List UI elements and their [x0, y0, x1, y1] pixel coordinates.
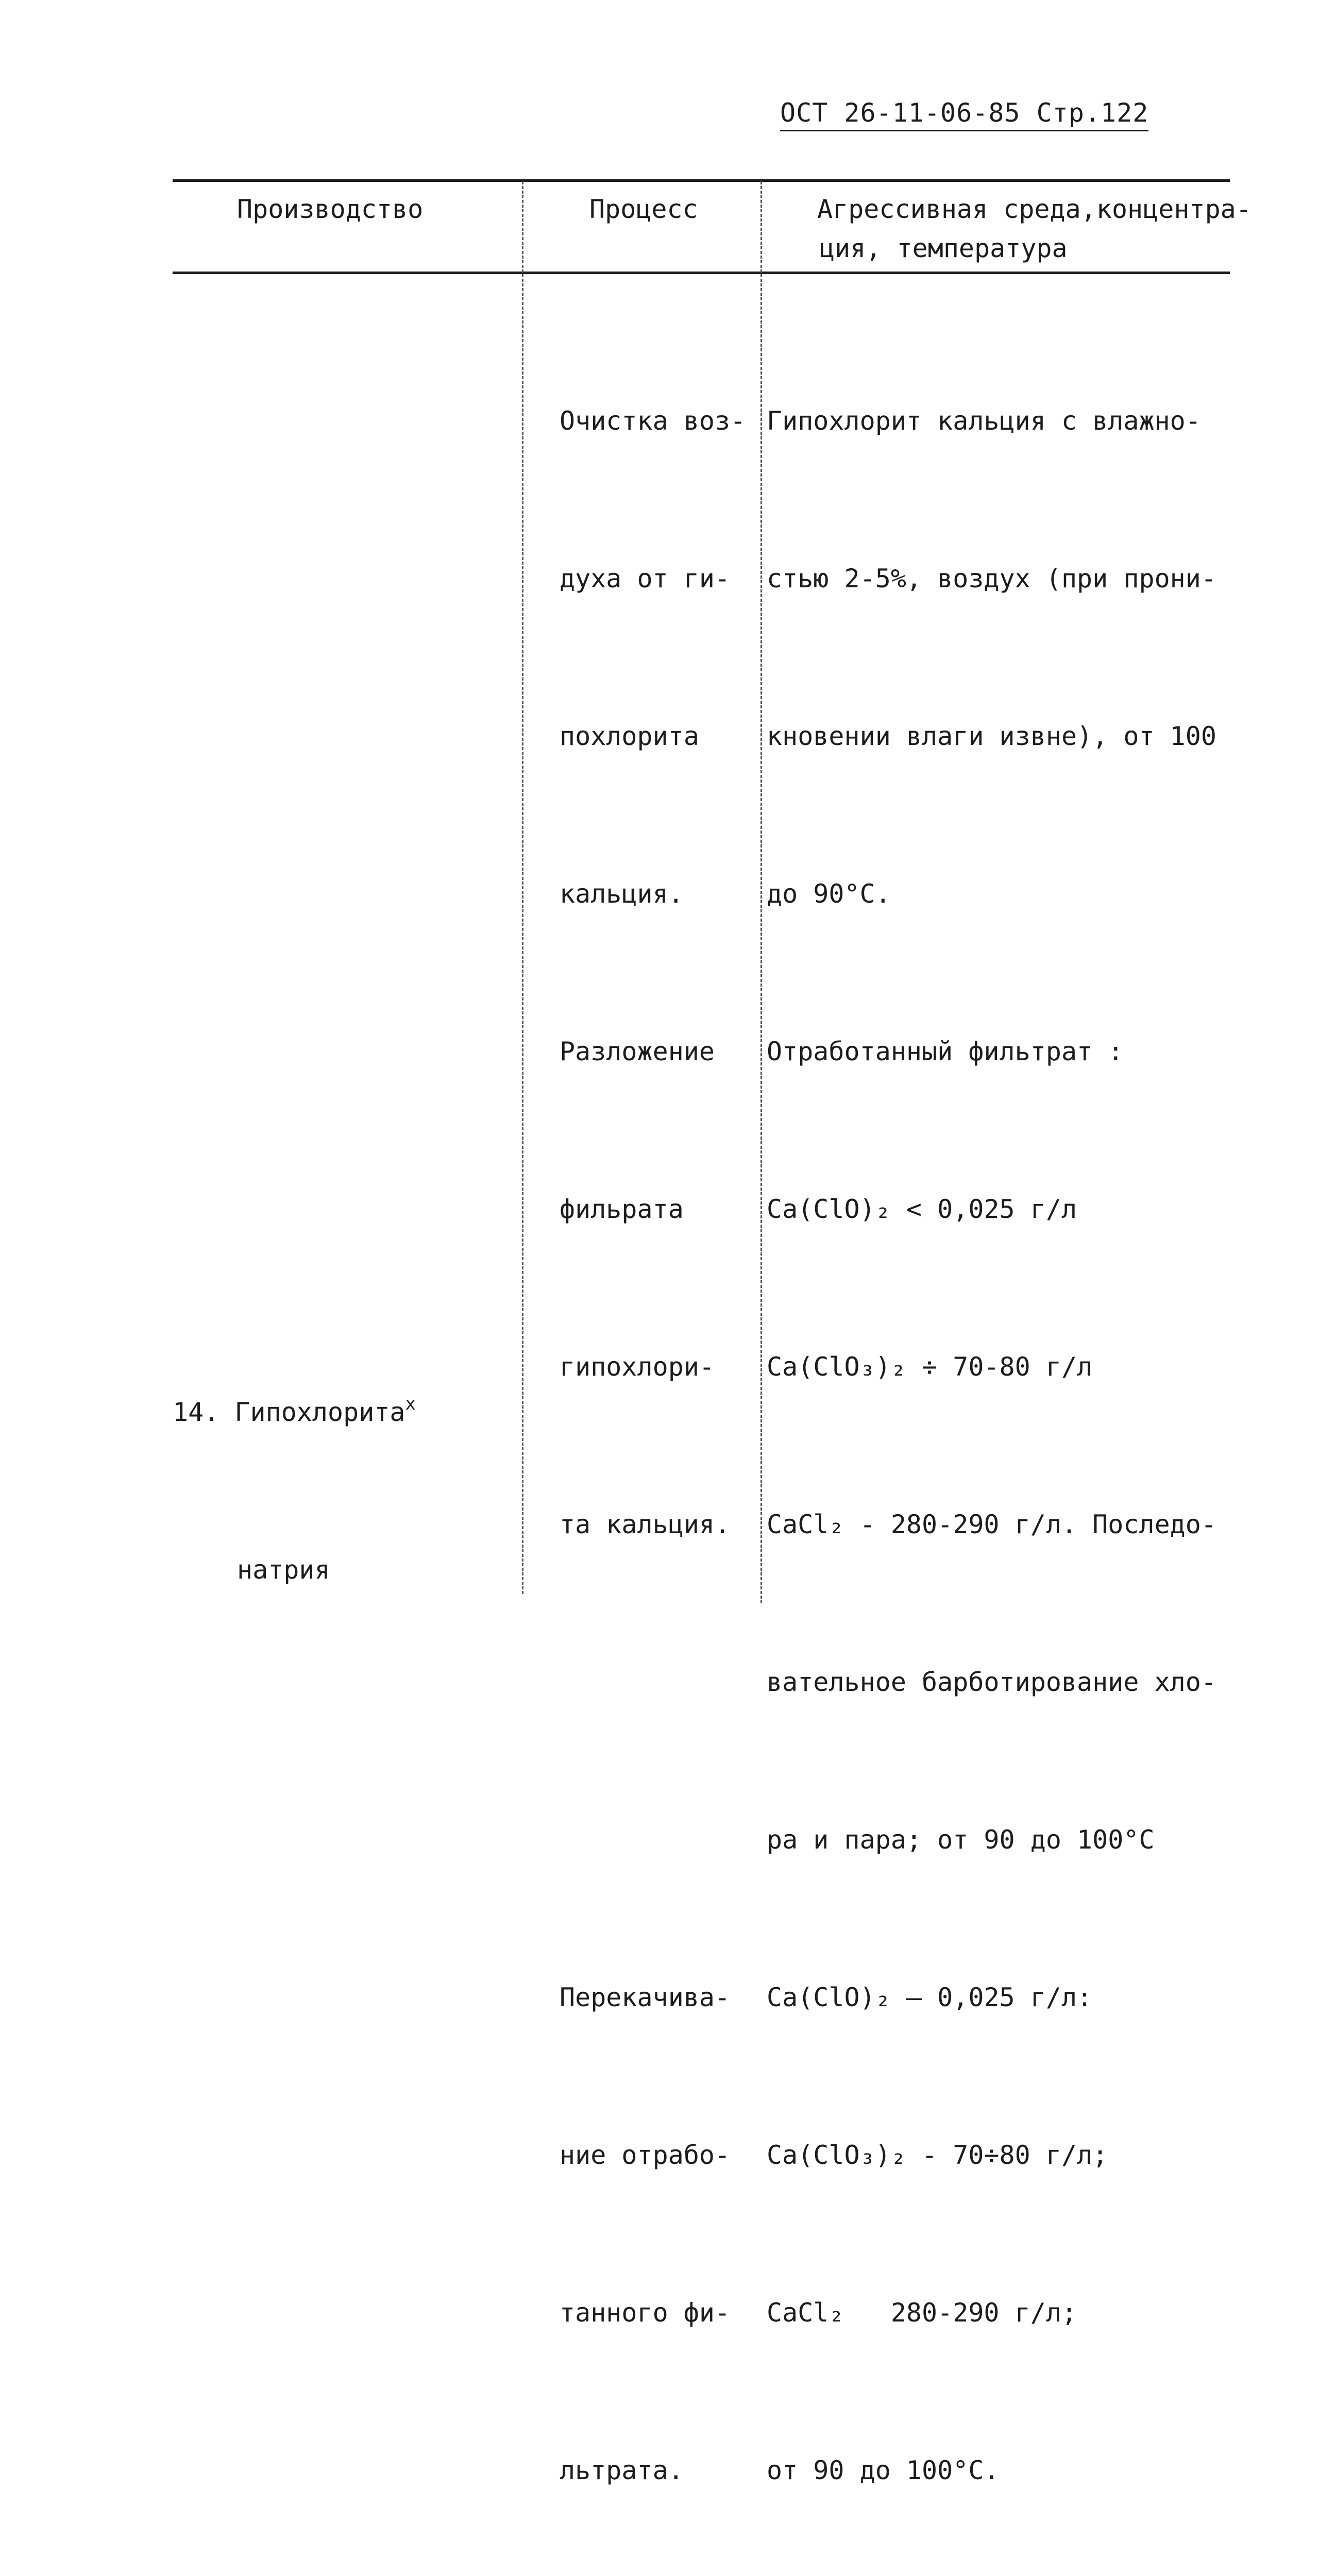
environment-line: стью 2-5%, воздух (при прони- [767, 564, 1216, 594]
environment-line: кновении влаги извне), от 100 [767, 721, 1216, 751]
process-line: духа от ги- [560, 564, 731, 594]
header-environment-line-1: Агрессивная среда,концентра- [817, 194, 1252, 224]
environment-line: вательное барботирование хло- [767, 1667, 1216, 1697]
header-environment [817, 190, 1252, 268]
environment-line: Отработанный фильтрат : [767, 1037, 1124, 1066]
environment-cell [767, 290, 1216, 2576]
environment-line: Са(СlО₃)₂ ÷ 70-80 г/л [767, 1352, 1093, 1382]
process-line: фильрата [560, 1194, 684, 1224]
production-line: натрия [237, 1555, 330, 1585]
column-divider-1 [522, 181, 523, 1594]
environment-line: СаCl₂ 280-290 г/л; [767, 2298, 1077, 2328]
table-top-rule [173, 179, 1230, 182]
production-cell [173, 1281, 416, 1649]
process-line: танного фи- [560, 2298, 731, 2328]
process-line: гипохлори- [560, 1352, 715, 1382]
process-cell [560, 290, 746, 2576]
environment-line: от 90 до 100°С. [767, 2455, 1000, 2485]
process-line: Разложение [560, 1037, 715, 1066]
process-line: Очистка воз- [560, 406, 746, 436]
environment-line: Са(СlО₃)₂ - 70÷80 г/л; [767, 2140, 1108, 2170]
process-line: Перекачива- [560, 1982, 731, 2012]
process-line [560, 1656, 746, 1708]
process-line: та кальция. [560, 1510, 731, 1539]
environment-line: ра и пара; от 90 до 100°С [767, 1825, 1155, 1855]
process-line: похлорита [560, 721, 699, 751]
environment-line: Са(СlО)₂ — 0,025 г/л: [767, 1982, 1093, 2012]
environment-line: СаCl₂ - 280-290 г/л. Последо- [767, 1510, 1216, 1539]
environment-line: до 90°С. [767, 879, 891, 909]
header-environment-line-2: ция, температура [819, 233, 1068, 263]
footnote-mark: х [405, 1394, 416, 1414]
header-process: Процесс [589, 194, 698, 224]
process-line: ние отрабо- [560, 2140, 731, 2170]
production-line: 14. Гипохлорита$^х$ [173, 1394, 416, 1427]
page-header: ОСТ 26-11-06-85 Стр.122 [780, 98, 1148, 131]
process-line [560, 1814, 746, 1866]
header-production: Производство [237, 194, 424, 224]
table-header-rule [173, 272, 1230, 274]
process-line: льтрата. [560, 2455, 684, 2485]
column-divider-2 [760, 181, 762, 1603]
environment-line: Са(СlО)₂ < 0,025 г/л [767, 1194, 1077, 1224]
process-line: кальция. [560, 879, 684, 909]
environment-line: Гипохлорит кальция с влажно- [767, 406, 1201, 436]
